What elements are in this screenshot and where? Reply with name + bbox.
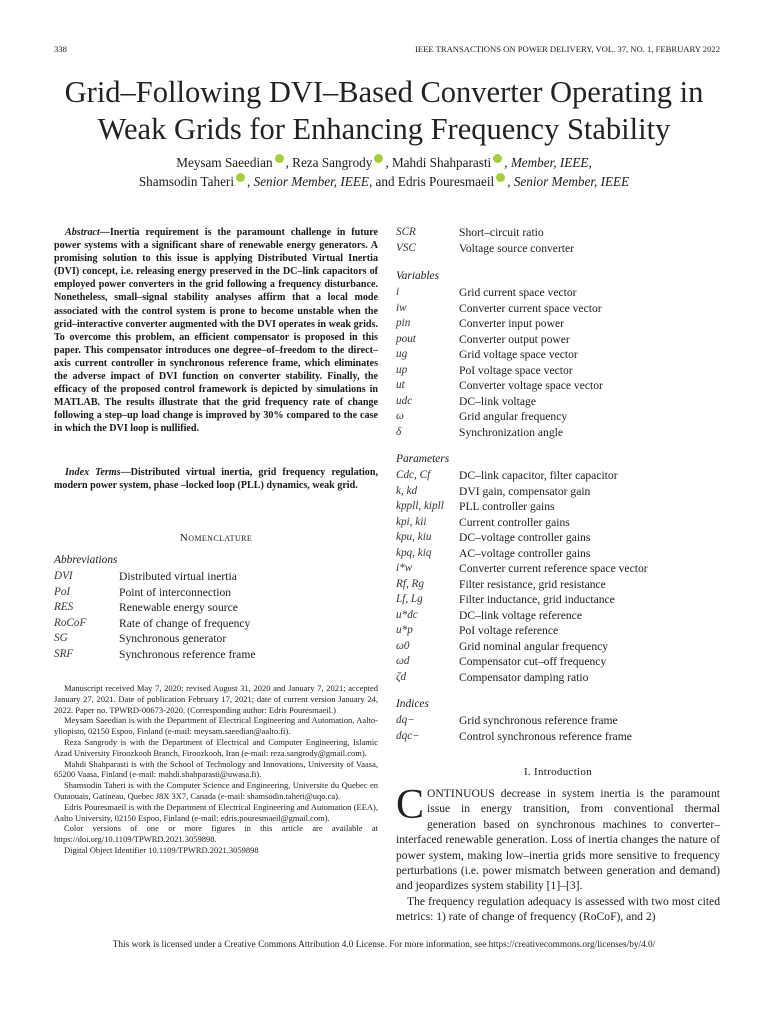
footnote: Reza Sangrody is with the Department of Electrical and Computer Engineering, Islamic Azad University Firoozkooh Branch, Firoozkooh, Iran (e-mail: reza.sangrody@gmail.com). (54, 736, 378, 758)
nomenclature-symbol: u*dc (396, 608, 418, 621)
license-notice: This work is licensed under a Creative Commons Attribution 4.0 License. For more information, see https://creativecommons.org/licenses/by/4.0/ (112, 940, 656, 950)
page-number: 338 (54, 44, 67, 54)
orcid-icon[interactable] (493, 154, 502, 163)
nomenclature-symbol: ω0 (396, 639, 410, 652)
nomenclature-definition: Rate of change of frequency (119, 616, 251, 630)
author-role: Member, IEEE, (510, 155, 592, 170)
footnotes (54, 683, 378, 856)
nomenclature-symbol: k, kd (396, 484, 418, 497)
footnote: Mahdi Shahparasti is with the School of Technology and Innovations, University of Vaasa, 65200 Vaasa, Finland (e-mail: mahdi.shahparasti@uwasa.fi). (54, 758, 378, 780)
nomenclature-symbol: RoCoF (54, 616, 87, 629)
nomenclature-symbol: PoI (54, 585, 71, 598)
section-heading-introduction: I. Introduction (523, 766, 593, 778)
nomenclature-symbol: dq− (396, 714, 415, 726)
nomenclature-definition: DC–link voltage (459, 394, 536, 408)
introduction-body (396, 782, 720, 925)
nomenclature-symbol: Cdc, Cf (396, 469, 431, 481)
nomenclature-definition: Synchronous reference frame (119, 647, 256, 661)
footnote: Manuscript received May 7, 2020; revised August 31, 2020 and January 7, 2021; accepted January 27, 2021. Date of publication February 17, 2021; date of current version January 24, 2022. Paper no. TPWRD-00673-2020. (Corresponding author: Edris Pouresmaeil.) (54, 683, 378, 715)
nomenclature-definition: Synchronous generator (119, 632, 227, 645)
title-line-2: Weak Grids for Enhancing Frequency Stability (97, 112, 671, 146)
nomenclature-definition: Current controller gains (459, 515, 570, 529)
nomenclature-definition: Converter voltage space vector (459, 379, 603, 392)
index-terms-text: —Distributed virtual inertia, grid frequency regulation, modern power system, phase –locked loop (PLL) dynamics, weak grid. (54, 467, 378, 492)
nomenclature-definition: Control synchronous reference frame (459, 729, 632, 743)
orcid-icon[interactable] (275, 154, 284, 163)
nomenclature-definition: Converter current reference space vector (459, 562, 648, 575)
nomenclature-section-label: Variables (396, 270, 440, 282)
orcid-icon[interactable] (496, 173, 505, 182)
nomenclature-symbol: up (396, 363, 408, 376)
nomenclature-symbol: dqc− (396, 729, 420, 742)
author-line-1: Meysam Saeedian , Reza Sangrody , Mahdi Shahparasti , Member, IEEE, (176, 155, 592, 170)
nomenclature-symbol: δ (396, 425, 402, 438)
nomenclature-symbol: SRF (54, 647, 74, 660)
nomenclature-symbol: RES (54, 601, 74, 613)
nomenclature-definition: Compensator damping ratio (459, 670, 589, 684)
nomenclature-definition: Voltage source converter (459, 241, 575, 255)
journal-header: IEEE TRANSACTIONS ON POWER DELIVERY, VOL. 37, NO. 1, FEBRUARY 2022 (414, 44, 720, 54)
author-list (40, 153, 728, 191)
nomenclature-symbol: i (396, 286, 400, 298)
nomenclature-definition: Converter input power (459, 317, 564, 330)
nomenclature-definition: AC–voltage controller gains (459, 546, 591, 560)
author-conjunction: and (375, 174, 395, 189)
nomenclature-definition: Grid synchronous reference frame (459, 714, 618, 727)
nomenclature-definition: Grid angular frequency (459, 410, 568, 423)
nomenclature-definition: Compensator cut–off frequency (459, 655, 607, 668)
nomenclature-symbol: kpi, kii (396, 515, 427, 528)
intro-paragraph: The frequency regulation adequacy is assessed with two most cited metrics: 1) rate of change of frequency (RoCoF), and 2) (396, 894, 720, 924)
nomenclature-symbol: Lf, Lg (396, 593, 423, 605)
nomenclature-definition: Filter resistance, grid resistance (459, 577, 606, 591)
nomenclature-symbol: pout (396, 332, 416, 345)
nomenclature-symbol: Rf, Rg (396, 577, 424, 590)
author-name: Edris Pouresmaeil (397, 174, 495, 189)
nomenclature-definition: Synchronization angle (459, 425, 563, 439)
intro-paragraph-text: ONTINUOUS decrease in system inertia is the paramount issue in energy transition, from conventional thermal generation based on synchronous machines to converter–interfaced renewable generation. Loss of inertia changes the nature of power system, making low–inertia grids more sensitive to frequency perturbations (i.e. power mismatch between generation and demand) and jeopardizes system stability [1]–[3]. (396, 787, 720, 893)
nomenclature-symbol: kppll, kipll (396, 500, 444, 512)
nomenclature-definition: Short–circuit ratio (459, 226, 544, 239)
nomenclature-symbol: u*p (396, 624, 413, 636)
nomenclature-symbol: ut (396, 379, 405, 391)
nomenclature-symbol: SG (54, 632, 68, 644)
nomenclature-symbol: i*w (396, 562, 413, 574)
nomenclature-symbol: udc (396, 394, 413, 407)
abstract-text: —Inertia requirement is the paramount challenge in future power systems with a significant share of renewable energy generators. A promising solution to this issue is applying Distributed Virtual Inertia (DVI) concept, i.e. releasing energy preserved in the DC–link capacitors of employed power converters in the grid following a frequency disturbance. Nonetheless, small–signal stability analyses affirm that a local mode associated with the control system is prone to become unstable when the grid–interactive converter augmented with the DVI operates in weak grids. To overcome this problem, an efficient compensator is proposed in this paper. This compensator introduces one degree–of–freedom to the direct–axis current controller in synchronous reference frame, which eliminates the adverse impact of DVI function on converter stability. Finally, the efficacy of the proposed control framework is depicted by simulations in MATLAB. The results illustrate that the grid frequency rate of change following a step–up load change is improved by 30% compared to the case in which the DVI loop is nullified. (54, 227, 378, 435)
nomenclature-definition: Converter output power (459, 332, 570, 346)
nomenclature-definition: PoI voltage space vector (459, 363, 573, 377)
footnote: Meysam Saeedian is with the Department of Electrical Engineering and Automation, Aalto-yliopisto, 02150 Espoo, Finland (e-mail: meysam.saeedian@aalto.fi). (54, 715, 378, 737)
nomenclature-definition: Grid voltage space vector (459, 348, 578, 361)
footnote: Edris Pouresmaeil is with the Department of Electrical Engineering and Automation (EEA), Aalto University, 02150 Espoo, Finland (e-mail: edris.pouresmaeil@gmail.com). (54, 801, 378, 823)
nomenclature-definition: DC–voltage controller gains (459, 531, 591, 544)
author-line-2: Shamsodin Taheri , Senior Member, IEEE, and Edris Pouresmaeil , Senior Member, IEEE (138, 174, 630, 189)
nomenclature-symbol: ωd (396, 655, 410, 667)
abstract-lead: Abstract (65, 227, 100, 238)
author-name: Shamsodin Taheri (138, 174, 234, 189)
nomenclature-symbol: pin (396, 317, 411, 329)
nomenclature-definition: Converter current space vector (459, 301, 602, 315)
orcid-icon[interactable] (374, 154, 383, 163)
author-role: Senior Member, IEEE (513, 174, 630, 189)
nomenclature-symbol: ω (396, 410, 404, 422)
nomenclature-definition: Grid nominal angular frequency (459, 639, 609, 653)
footnote: Color versions of one or more figures in this article are available at https://doi.org/10.1109/TPWRD.2021.3059898. (54, 823, 378, 845)
nomenclature-definition: Grid current space vector (459, 286, 577, 299)
nomenclature-symbol: DVI (54, 570, 73, 582)
abstract (54, 226, 378, 436)
intro-paragraph (396, 782, 720, 894)
nomenclature-definition: Point of interconnection (119, 585, 232, 599)
nomenclature-symbol: ζd (396, 670, 407, 683)
author-name: Mahdi Shahparasti (391, 155, 492, 170)
nomenclature-symbol: kpu, kiu (396, 531, 432, 543)
nomenclature-symbol: iw (396, 301, 407, 314)
footnote: Shamsodin Taheri is with the Computer Science and Engineering, Universite du Quebec en Outaouais, Gatineau, Quebec J8X 3X7, Canada (e-mail: shamsodin.taheri@uqo.ca). (54, 780, 378, 801)
nomenclature-symbol: ug (396, 348, 408, 360)
drop-cap: C (396, 782, 425, 828)
author-role: Senior Member, IEEE, (253, 174, 373, 189)
author-name: Meysam Saeedian (176, 155, 273, 170)
title-line-1: Grid–Following DVI–Based Converter Operating in (64, 75, 704, 109)
nomenclature-section-label: Parameters (396, 453, 450, 465)
nomenclature-definition: PoI voltage reference (459, 624, 559, 637)
index-terms (54, 466, 378, 492)
nomenclature-definition: DVI gain, compensator gain (459, 484, 591, 498)
nomenclature-definition: PLL controller gains (459, 500, 555, 513)
nomenclature-definition: Renewable energy source (119, 601, 238, 614)
nomenclature-symbol: kpq, kiq (396, 546, 432, 559)
footnote: Digital Object Identifier 10.1109/TPWRD.2021.3059898 (64, 844, 259, 855)
index-terms-lead: Index Terms (65, 467, 121, 478)
nomenclature-symbol: SCR (396, 226, 416, 238)
nomenclature-definition: Distributed virtual inertia (119, 570, 237, 583)
nomenclature-definition: Filter inductance, grid inductance (459, 593, 615, 606)
abbreviations-label: Abbreviations (54, 554, 118, 566)
nomenclature-definition: DC–link capacitor, filter capacitor (459, 469, 618, 482)
nomenclature-symbol: VSC (396, 241, 416, 254)
paper-title (30, 74, 738, 148)
nomenclature-section-label: Indices (396, 698, 429, 710)
nomenclature-heading: Nomenclature (179, 532, 253, 544)
orcid-icon[interactable] (236, 173, 245, 182)
author-name: Reza Sangrody (292, 155, 373, 170)
nomenclature-definition: DC–link voltage reference (459, 608, 582, 622)
